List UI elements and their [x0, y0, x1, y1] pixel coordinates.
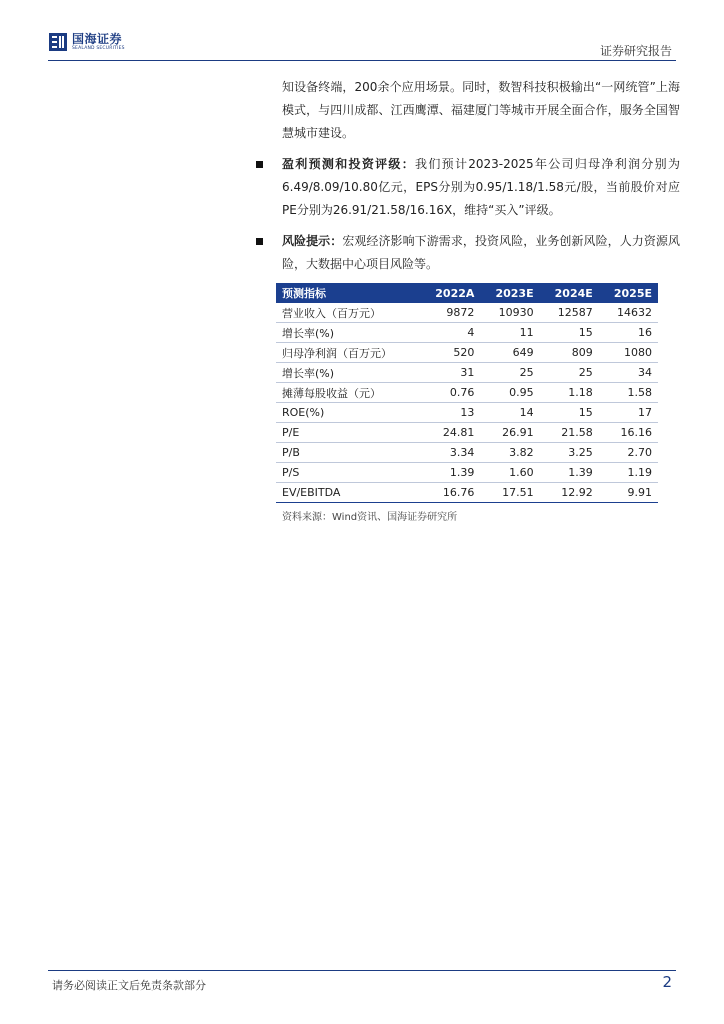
- row-label-cell: EV/EBITDA: [276, 483, 420, 503]
- column-header: 2025E: [613, 286, 652, 300]
- square-bullet-icon: [256, 238, 263, 245]
- value-cell: 25: [480, 363, 539, 383]
- table-row: [276, 343, 658, 363]
- row-label-cell: P/S: [276, 463, 420, 483]
- bullet-lead: 风险提示：: [282, 234, 343, 248]
- value-cell: 3.82: [480, 443, 539, 463]
- logo-chinese-name: 国海证券: [72, 31, 123, 46]
- row-label-cell: 营业收入（百万元）: [276, 303, 420, 323]
- value-cell: 0.95: [480, 383, 539, 403]
- row-label-cell: 增长率(%): [276, 363, 420, 383]
- bullet-text: 我们预计2023-2025年公司归母净利润分别为6.49/8.09/10.80亿元，EPS分别为0.95/1.18/1.58元/股，当前股价对应PE分别为26.91/21.58/16.16X，维持“买入”评级。: [282, 157, 680, 217]
- value-cell: 4: [420, 323, 480, 343]
- value-cell: 15: [540, 323, 599, 343]
- table-row: [276, 383, 658, 403]
- value-cell: 9872: [420, 303, 480, 323]
- logo-english-name: SEALAND SECURITIES: [72, 45, 125, 51]
- value-cell: 31: [420, 363, 480, 383]
- page-footer: [48, 970, 676, 1001]
- table-row: [276, 323, 658, 343]
- page-header: [48, 30, 676, 61]
- value-cell: 14: [480, 403, 539, 423]
- table-row: [276, 363, 658, 383]
- value-cell: 13: [420, 403, 480, 423]
- value-cell: 1.19: [599, 463, 658, 483]
- value-cell: 1.60: [480, 463, 539, 483]
- row-label-cell: 归母净利润（百万元）: [276, 343, 420, 363]
- value-cell: 34: [599, 363, 658, 383]
- table-row: [276, 423, 658, 443]
- table-row: [276, 483, 658, 503]
- table-source-note: 资料来源：Wind资讯、国海证券研究所: [282, 512, 458, 523]
- bullet-lead: 盈利预测和投资评级：: [282, 157, 416, 171]
- column-header: 2024E: [554, 286, 593, 300]
- value-cell: 9.91: [599, 483, 658, 503]
- value-cell: 16: [599, 323, 658, 343]
- bullet-earnings-forecast: [282, 153, 680, 222]
- value-cell: 1.39: [540, 463, 599, 483]
- row-label-cell: P/E: [276, 423, 420, 443]
- company-logo: [48, 30, 125, 54]
- row-label-cell: 摊薄每股收益（元）: [276, 383, 420, 403]
- value-cell: 3.34: [420, 443, 480, 463]
- square-bullet-icon: [256, 161, 263, 168]
- value-cell: 0.76: [420, 383, 480, 403]
- column-header: 预测指标: [282, 287, 326, 300]
- value-cell: 24.81: [420, 423, 480, 443]
- value-cell: 14632: [599, 303, 658, 323]
- report-type-label: 证券研究报告: [599, 44, 672, 58]
- row-label-cell: 增长率(%): [276, 323, 420, 343]
- table-row: [276, 403, 658, 423]
- forecast-table-section: [276, 283, 658, 523]
- page-number: 2: [662, 973, 672, 991]
- row-label-cell: P/B: [276, 443, 420, 463]
- value-cell: 11: [480, 323, 539, 343]
- value-cell: 25: [540, 363, 599, 383]
- value-cell: 17: [599, 403, 658, 423]
- value-cell: 15: [540, 403, 599, 423]
- forecast-table: [276, 283, 658, 503]
- table-row: [276, 443, 658, 463]
- column-header: 2023E: [495, 286, 534, 300]
- value-cell: 10930: [480, 303, 539, 323]
- value-cell: 2.70: [599, 443, 658, 463]
- sealand-logo-icon: [48, 32, 68, 52]
- value-cell: 26.91: [480, 423, 539, 443]
- row-label-cell: ROE(%): [276, 403, 420, 423]
- value-cell: 17.51: [480, 483, 539, 503]
- value-cell: 649: [480, 343, 539, 363]
- value-cell: 1.58: [599, 383, 658, 403]
- value-cell: 1.39: [420, 463, 480, 483]
- bullet-text: 宏观经济影响下游需求，投资风险，业务创新风险，人力资源风险，大数据中心项目风险等。: [282, 234, 680, 271]
- column-header: 2022A: [435, 286, 475, 300]
- value-cell: 809: [540, 343, 599, 363]
- table-header-row: [276, 283, 658, 303]
- value-cell: 12587: [540, 303, 599, 323]
- value-cell: 16.76: [420, 483, 480, 503]
- bullet-risk-warning: [282, 230, 680, 276]
- value-cell: 1.18: [540, 383, 599, 403]
- value-cell: 21.58: [540, 423, 599, 443]
- value-cell: 3.25: [540, 443, 599, 463]
- value-cell: 520: [420, 343, 480, 363]
- intro-paragraph: 知设备终端，200余个应用场景。同时，数智科技积极输出“一网统管”上海模式，与四川成都、江西鹰潭、福建厦门等城市开展全面合作，服务全国智慧城市建设。: [282, 80, 680, 140]
- value-cell: 16.16: [599, 423, 658, 443]
- disclaimer-note: 请务必阅读正文后免责条款部分: [52, 979, 206, 992]
- value-cell: 1080: [599, 343, 658, 363]
- table-row: [276, 463, 658, 483]
- main-content: [282, 76, 680, 276]
- table-row: [276, 303, 658, 323]
- value-cell: 12.92: [540, 483, 599, 503]
